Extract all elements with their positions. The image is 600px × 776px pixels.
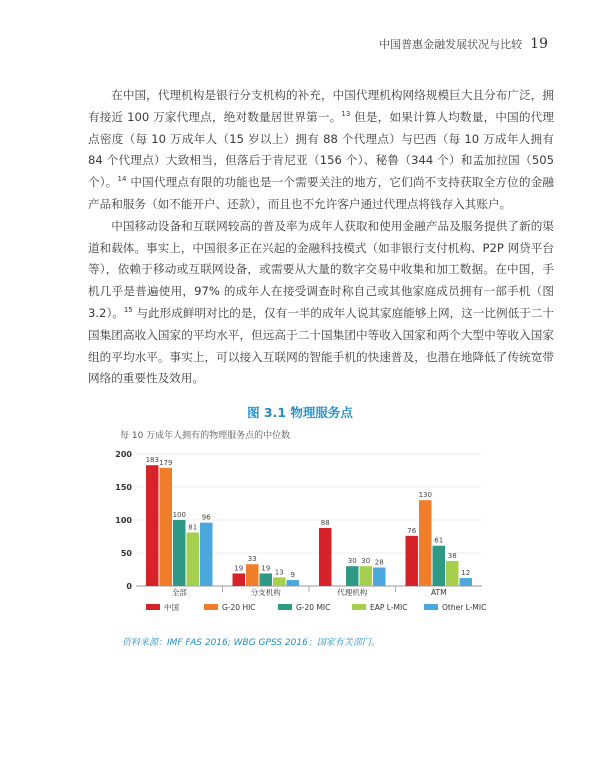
bar <box>433 546 446 586</box>
bar-value-label: 30 <box>361 557 371 566</box>
body-text <box>88 85 554 390</box>
legend-swatch <box>204 604 218 610</box>
x-category-label: ATM <box>430 588 447 597</box>
bar <box>360 566 373 586</box>
bar-value-label: 81 <box>188 523 198 532</box>
bar-value-label: 88 <box>320 518 330 527</box>
bar <box>160 468 173 586</box>
bar-value-label: 28 <box>374 558 384 567</box>
legend-label: 中国 <box>164 603 179 612</box>
bar-value-label: 19 <box>261 564 271 573</box>
legend-label: G-20 HIC <box>222 603 256 612</box>
bar <box>419 500 432 586</box>
body-paragraph <box>88 216 554 390</box>
bar-value-label: 30 <box>347 557 357 566</box>
legend-label: G-20 MIC <box>296 603 331 612</box>
legend-label: Other L-MIC <box>442 603 487 612</box>
bar <box>346 566 359 586</box>
bar <box>233 573 246 586</box>
bar <box>460 578 473 586</box>
legend-swatch <box>424 604 438 610</box>
bar <box>187 533 200 586</box>
figure-title: 图 3.1 物理服务点 <box>247 405 353 420</box>
footnote-marker: 14 <box>117 175 127 184</box>
paragraph-text: 中国移动设备和互联网较高的普及率为成年人获取和使用金融产品及服务提供了新的渠道和载体。事实上，中国很多正在兴起的金融科技模式（如非银行支付机构、P2P 网贷平台等），依赖于移动或互联网设备，或需要从大量的数字交易中收集和加工数据。在中国，手机几乎是普遍使用，97% 的成年人在接受调查时称自己或其他家庭成员拥有一部手机（图 3.2）。 <box>88 218 554 320</box>
bar-value-label: 76 <box>407 526 417 535</box>
footnote-marker: 13 <box>341 109 351 118</box>
paragraph-text: 但是，如果计算人均数量，中国的代理点密度（每 10 万成年人（15 岁以上）拥有 88 个代理点）与巴西（每 10 万成年人拥有 84 个代理点）大致相当，但落后于肯尼亚（156 个）、秘鲁（344 个）和孟加拉国（505 个）。 <box>88 109 554 190</box>
bar-value-label: 9 <box>290 571 295 580</box>
chart-y-axis-title: 每 10 万成年人拥有的物理服务点的中位数 <box>120 431 291 441</box>
bar <box>319 528 332 586</box>
x-category-label: 全部 <box>171 588 187 597</box>
running-header-title: 中国普惠金融发展状况与比较 <box>379 38 523 51</box>
legend-label: EAP L-MIC <box>370 603 408 612</box>
y-tick-label: 150 <box>115 483 132 492</box>
bar <box>273 577 286 586</box>
legend-swatch <box>146 604 160 610</box>
bar <box>373 568 386 586</box>
y-tick-label: 50 <box>120 549 132 558</box>
y-tick-label: 200 <box>115 450 132 459</box>
bar-value-label: 100 <box>172 511 186 519</box>
legend-swatch <box>352 604 366 610</box>
bar-value-label: 13 <box>274 568 284 577</box>
bar-chart <box>112 440 492 632</box>
paragraph-text: 在中国，代理机构是银行分支机构的补充，中国代理机构网络规模巨大且分布广泛，拥有接近 100 万家代理点，绝对数量居世界第一。 <box>88 88 554 124</box>
body-paragraph <box>88 85 554 216</box>
y-tick-label: 100 <box>115 516 132 525</box>
bar-value-label: 96 <box>201 513 211 522</box>
bar <box>200 523 213 586</box>
bar-value-label: 61 <box>434 536 444 545</box>
figure-source: 资料来源：IMF FAS 2016; WBG GPSS 2016；国家有关部门。 <box>122 638 380 648</box>
bar <box>246 564 259 586</box>
page-number: 19 <box>530 36 548 52</box>
x-category-label: 代理机构 <box>337 588 368 597</box>
bar <box>287 580 300 586</box>
x-category-label: 分支机构 <box>250 588 281 597</box>
bar <box>406 536 419 586</box>
bar-value-label: 38 <box>447 551 457 560</box>
paragraph-text: 中国代理点有限的功能也是一个需要关注的地方，它们尚不支持获取全方位的金融产品和服务（如不能开户、还款），而且也不允许客户通过代理点将钱存入其账户。 <box>88 175 554 211</box>
paragraph-text: 与此形成鲜明对比的是，仅有一半的成年人说其家庭能够上网，这一比例低于二十国集团高收入国家的平均水平，但远高于二十国集团中等收入国家和两个大型中等收入国家组的平均水平。事实上，可以接入互联网的智能手机的快速普及，也潜在地降低了传统宽带网络的重要性及效用。 <box>88 305 554 386</box>
bar-value-label: 12 <box>461 569 471 578</box>
bar <box>446 561 459 586</box>
bar <box>173 520 186 586</box>
bar <box>146 465 159 586</box>
bar-value-label: 130 <box>418 491 432 500</box>
bar-value-label: 183 <box>145 456 159 465</box>
bar-value-label: 33 <box>247 555 257 564</box>
page-header <box>379 36 548 52</box>
footnote-marker: 15 <box>123 306 133 315</box>
bar <box>260 573 273 586</box>
legend-swatch <box>278 604 292 610</box>
bar-value-label: 19 <box>234 564 244 573</box>
y-tick-label: 0 <box>126 582 132 591</box>
bar-value-label: 179 <box>159 458 173 467</box>
